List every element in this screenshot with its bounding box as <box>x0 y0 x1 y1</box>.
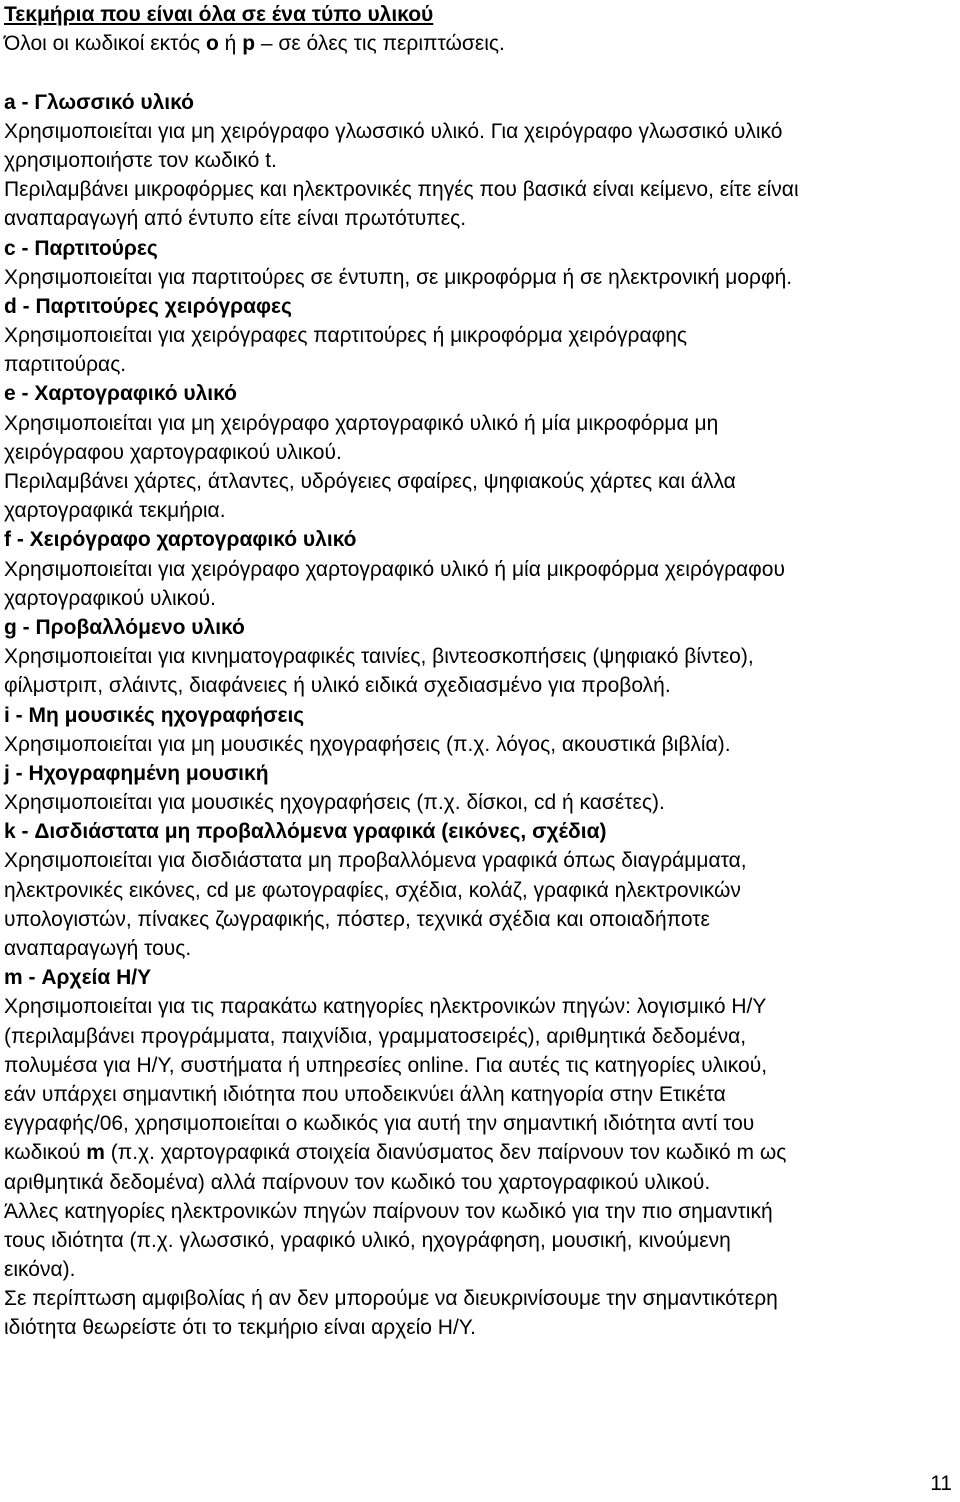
section-j-line: Χρησιμοποιείται για μουσικές ηχογραφήσεις (π.χ. δίσκοι, cd ή κασέτες). <box>4 791 665 815</box>
section-g-line: φίλμστριπ, σλάιντς, διαφάνειες ή υλικό ειδικά σχεδιασμένο για προβολή. <box>4 674 671 698</box>
section-heading-f: f - Χειρόγραφο χαρτογραφικό υλικό <box>4 528 357 552</box>
section-k-line: υπολογιστών, πίνακες ζωγραφικής, πόστερ, τεχνικά σχέδια και οποιαδήποτε <box>4 907 710 931</box>
section-m-text: (π.χ. χαρτογραφικά στοιχεία διανύσματος δεν παίρνουν τον κωδικό m ως <box>104 1141 787 1165</box>
section-k-line: αναπαραγωγή τους. <box>4 937 192 960</box>
section-heading-i: i - Μη μουσικές ηχογραφήσεις <box>4 703 305 727</box>
section-e-line: χειρόγραφου χαρτογραφικού υλικού. <box>4 440 342 464</box>
section-a-line: Χρησιμοποιείται για μη χειρόγραφο γλωσσικό υλικό. Για χειρόγραφο γλωσσικό υλικό <box>4 119 783 143</box>
section-k-line: ηλεκτρονικές εικόνες, cd με φωτογραφίες, σχέδια, κολάζ, γραφικά ηλεκτρονικών <box>4 878 741 902</box>
section-f-line: χαρτογραφικού υλικού. <box>4 586 216 610</box>
section-g-line: Χρησιμοποιείται για κινηματογραφικές ταινίες, βιντεοσκοπήσεις (ψηφιακό βίντεο), <box>4 645 754 669</box>
section-m-line: πολυμέσα για Η/Υ, συστήματα ή υπηρεσίες online. Για αυτές τις κατηγορίες υλικού, <box>4 1053 768 1077</box>
section-heading-m: m - Αρχεία Η/Υ <box>4 966 152 990</box>
section-d-line: παρτιτούρας. <box>4 353 127 377</box>
section-m-line: Σε περίπτωση αμφιβολίας ή αν δεν μπορούμε να διευκρινίσουμε την σημαντικότερη <box>4 1287 778 1311</box>
section-heading-e: e - Χαρτογραφικό υλικό <box>4 382 237 406</box>
section-heading-g: g - Προβαλλόμενο υλικό <box>4 615 245 639</box>
section-heading-k: k - Δισδιάστατα μη προβαλλόμενα γραφικά (εικόνες, σχέδια) <box>4 820 607 844</box>
section-e-line: Περιλαμβάνει χάρτες, άτλαντες, υδρόγειες σφαίρες, ψηφιακούς χάρτες και άλλα <box>4 470 736 493</box>
section-m-line: Χρησιμοποιείται για τις παρακάτω κατηγορίες ηλεκτρονικών πηγών: λογισμικό Η/Υ <box>4 995 767 1019</box>
section-heading-j: j - Ηχογραφημένη μουσική <box>4 761 269 785</box>
section-m-line: ιδιότητα θεωρείστε ότι το τεκμήριο είναι αρχείο Η/Υ. <box>4 1316 476 1340</box>
section-m-line: Άλλες κατηγορίες ηλεκτρονικών πηγών παίρνουν τον κωδικό για την πιο σημαντική <box>4 1199 773 1223</box>
section-heading-c: c - Παρτιτούρες <box>4 236 158 260</box>
section-e-line: Χρησιμοποιείται για μη χειρόγραφο χαρτογραφικό υλικό ή μία μικροφόρμα μη <box>4 411 719 435</box>
section-k-line: Χρησιμοποιείται για δισδιάστατα μη προβαλλόμενα γραφικά όπως διαγράμματα, <box>4 849 747 873</box>
section-c-line: Χρησιμοποιείται για παρτιτούρες σε έντυπη, σε μικροφόρμα ή σε ηλεκτρονική μορφή. <box>4 265 793 289</box>
section-a-line: Περιλαμβάνει μικροφόρμες και ηλεκτρονικές πηγές που βασικά είναι κείμενο, είτε είναι <box>4 178 799 202</box>
page-number: 11 <box>930 1472 952 1495</box>
section-m-line: εγγραφής/06, χρησιμοποιείται ο κωδικός για αυτή την σημαντική ιδιότητα αντί του <box>4 1112 755 1136</box>
intro-text: – σε όλες τις περιπτώσεις. <box>255 32 505 56</box>
blank-line <box>4 58 954 87</box>
section-m-text: κωδικού <box>4 1141 87 1165</box>
section-m-line: αριθμητικά δεδομένα) αλλά παίρνουν τον κωδικό του χαρτογραφικού υλικού. <box>4 1170 711 1194</box>
code-m: m <box>86 1141 105 1165</box>
intro-text: Όλοι οι κωδικοί εκτός <box>4 32 207 56</box>
section-m-line: τους ιδιότητα (π.χ. γλωσσικό, γραφικό υλικό, ηχογράφηση, μουσική, κινούμενη <box>4 1228 731 1252</box>
section-f-line: Χρησιμοποιείται για χειρόγραφο χαρτογραφικό υλικό ή μία μικροφόρμα χειρόγραφου <box>4 557 785 581</box>
document-page <box>4 0 954 1343</box>
section-heading-a: a - Γλωσσικό υλικό <box>4 90 194 114</box>
section-heading-d: d - Παρτιτούρες χειρόγραφες <box>4 294 292 318</box>
section-m-line: εικόνα). <box>4 1258 76 1282</box>
code-p: p <box>242 32 256 56</box>
section-a-line: αναπαραγωγή από έντυπο είτε είναι πρωτότυπες. <box>4 207 467 231</box>
document-title: Τεκμήρια που είναι όλα σε ένα τύπο υλικού <box>4 3 434 26</box>
intro-text: ή <box>218 32 243 56</box>
section-m-line: εάν υπάρχει σημαντική ιδιότητα που υποδεικνύει άλλη κατηγορία στην Ετικέτα <box>4 1082 726 1106</box>
section-m-line <box>4 1138 954 1167</box>
intro-line <box>4 29 954 58</box>
section-m-line: (περιλαμβάνει προγράμματα, παιχνίδια, γραμματοσειρές), αριθμητικά δεδομένα, <box>4 1024 747 1048</box>
section-e-line: χαρτογραφικά τεκμήρια. <box>4 499 226 523</box>
section-d-line: Χρησιμοποιείται για χειρόγραφες παρτιτούρες ή μικροφόρμα χειρόγραφης <box>4 324 688 348</box>
code-o: o <box>206 32 219 56</box>
section-a-line: χρησιμοποιήστε τον κωδικό t. <box>4 148 277 172</box>
section-i-line: Χρησιμοποιείται για μη μουσικές ηχογραφήσεις (π.χ. λόγος, ακουστικά βιβλία). <box>4 732 731 756</box>
